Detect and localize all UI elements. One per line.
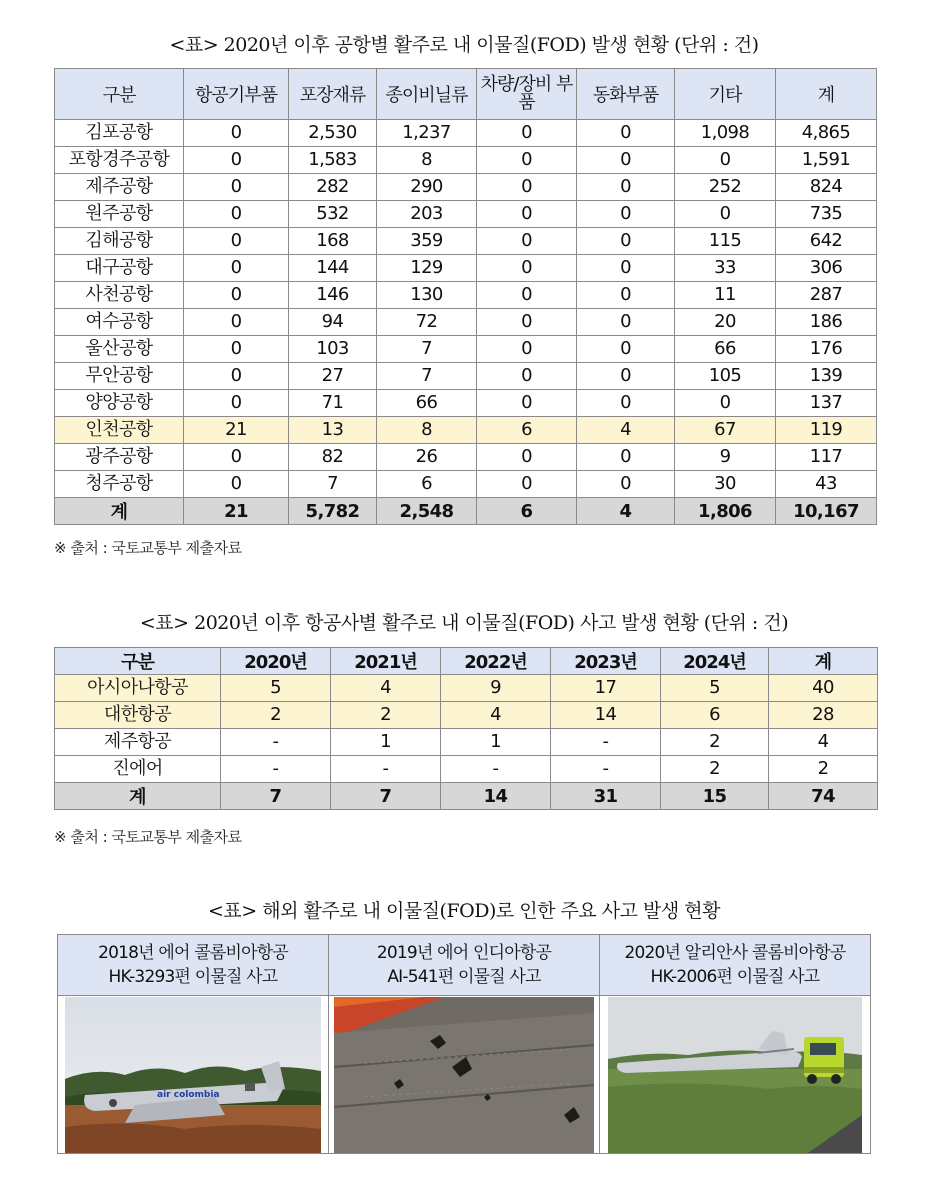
total-cell: 7 <box>221 783 331 810</box>
value-cell: 7 <box>289 471 377 498</box>
value-cell: 0 <box>184 336 289 363</box>
accident-cell-2019 <box>329 935 600 1153</box>
total-cell: 15 <box>661 783 769 810</box>
value-cell: 9 <box>441 675 551 702</box>
table-row <box>55 120 877 147</box>
airline-fod-table <box>54 647 878 810</box>
row-label-cell: 진에어 <box>55 756 221 783</box>
table-row <box>55 444 877 471</box>
value-cell: 40 <box>769 675 878 702</box>
value-cell: 26 <box>377 444 477 471</box>
value-cell: 0 <box>577 282 675 309</box>
plane-livery-text: air colombia <box>157 1089 220 1100</box>
row-label-cell: 포항경주공항 <box>55 147 184 174</box>
value-cell: - <box>221 756 331 783</box>
table-row <box>55 282 877 309</box>
value-cell: 1,583 <box>289 147 377 174</box>
value-cell: 0 <box>675 147 776 174</box>
accident-subtitle: AI-541편 이물질 사고 <box>387 967 541 987</box>
value-cell: 0 <box>577 309 675 336</box>
accident-title: 2020년 알리안사 콜롬비아항공 <box>624 943 846 963</box>
value-cell: 176 <box>776 336 877 363</box>
row-label-cell: 제주항공 <box>55 729 221 756</box>
value-cell: 144 <box>289 255 377 282</box>
value-cell: 306 <box>776 255 877 282</box>
value-cell: 5 <box>221 675 331 702</box>
table-header-row <box>55 648 878 675</box>
table-row <box>55 471 877 498</box>
value-cell: 119 <box>776 417 877 444</box>
value-cell: 359 <box>377 228 477 255</box>
runway-excursion-image <box>608 997 862 1153</box>
total-cell: 4 <box>577 498 675 525</box>
table2-caption: <표> 2020년 이후 항공사별 활주로 내 이물질(FOD) 사고 발생 현황 (단위 : 건) <box>139 612 789 634</box>
value-cell: 532 <box>289 201 377 228</box>
header-cell: 2024년 <box>661 648 769 675</box>
value-cell: 1,237 <box>377 120 477 147</box>
value-cell: 0 <box>184 120 289 147</box>
accident-subtitle: HK-3293편 이물질 사고 <box>108 967 278 987</box>
table-total-row <box>55 498 877 525</box>
table-row <box>55 201 877 228</box>
value-cell: 0 <box>577 363 675 390</box>
value-cell: 129 <box>377 255 477 282</box>
value-cell: 2 <box>661 756 769 783</box>
value-cell: 67 <box>675 417 776 444</box>
table-row <box>55 417 877 444</box>
value-cell: 7 <box>377 363 477 390</box>
value-cell: 72 <box>377 309 477 336</box>
table1-caption: <표> 2020년 이후 공항별 활주로 내 이물질(FOD) 발생 현황 (단위 : 건) <box>169 34 759 56</box>
value-cell: 0 <box>477 336 577 363</box>
header-cell: 구분 <box>55 69 184 120</box>
value-cell: 117 <box>776 444 877 471</box>
row-label-cell: 아시아나항공 <box>55 675 221 702</box>
header-cell: 2020년 <box>221 648 331 675</box>
value-cell: - <box>331 756 441 783</box>
value-cell: 203 <box>377 201 477 228</box>
row-label-cell: 김해공항 <box>55 228 184 255</box>
value-cell: 0 <box>184 444 289 471</box>
value-cell: 0 <box>184 390 289 417</box>
value-cell: 30 <box>675 471 776 498</box>
header-cell: 포장재류 <box>289 69 377 120</box>
value-cell: 642 <box>776 228 877 255</box>
value-cell: 1 <box>441 729 551 756</box>
table2-source: ※ 출처 : 국토교통부 제출자료 <box>54 828 242 846</box>
table1-source: ※ 출처 : 국토교통부 제출자료 <box>54 539 242 557</box>
row-label-cell: 인천공항 <box>55 417 184 444</box>
value-cell: 0 <box>577 471 675 498</box>
accident-cell-2018 <box>58 935 329 1153</box>
value-cell: 82 <box>289 444 377 471</box>
value-cell: 0 <box>675 201 776 228</box>
value-cell: 4 <box>769 729 878 756</box>
value-cell: 0 <box>577 255 675 282</box>
damaged-fuselage-photo <box>329 996 599 1153</box>
value-cell: 43 <box>776 471 877 498</box>
value-cell: 1 <box>331 729 441 756</box>
crashed-dc3-image <box>65 997 321 1153</box>
value-cell: 0 <box>477 363 577 390</box>
value-cell: 14 <box>551 702 661 729</box>
header-cell: 항공기부품 <box>184 69 289 120</box>
value-cell: 2,530 <box>289 120 377 147</box>
total-cell: 6 <box>477 498 577 525</box>
row-label-cell: 김포공항 <box>55 120 184 147</box>
header-cell: 계 <box>776 69 877 120</box>
total-cell: 74 <box>769 783 878 810</box>
row-label-cell: 원주공항 <box>55 201 184 228</box>
value-cell: 6 <box>377 471 477 498</box>
value-cell: 0 <box>184 228 289 255</box>
value-cell: 2 <box>661 729 769 756</box>
row-label-cell: 대구공항 <box>55 255 184 282</box>
value-cell: 0 <box>577 390 675 417</box>
value-cell: 0 <box>577 120 675 147</box>
value-cell: - <box>551 756 661 783</box>
value-cell: 13 <box>289 417 377 444</box>
value-cell: 0 <box>477 120 577 147</box>
value-cell: 6 <box>477 417 577 444</box>
value-cell: 186 <box>776 309 877 336</box>
value-cell: 4 <box>441 702 551 729</box>
value-cell: 0 <box>477 309 577 336</box>
value-cell: 0 <box>184 174 289 201</box>
total-cell: 계 <box>55 783 221 810</box>
value-cell: 130 <box>377 282 477 309</box>
value-cell: 735 <box>776 201 877 228</box>
value-cell: 4,865 <box>776 120 877 147</box>
value-cell: 290 <box>377 174 477 201</box>
value-cell: 21 <box>184 417 289 444</box>
table-total-row <box>55 783 878 810</box>
damaged-aircraft-skin-image <box>334 997 594 1153</box>
value-cell: 0 <box>184 309 289 336</box>
value-cell: - <box>441 756 551 783</box>
accident-header <box>329 935 599 996</box>
value-cell: 0 <box>184 147 289 174</box>
row-label-cell: 여수공항 <box>55 309 184 336</box>
total-cell: 1,806 <box>675 498 776 525</box>
value-cell: 0 <box>184 363 289 390</box>
value-cell: 2 <box>769 756 878 783</box>
header-cell: 구분 <box>55 648 221 675</box>
value-cell: 0 <box>577 147 675 174</box>
table-row <box>55 675 878 702</box>
row-label-cell: 양양공항 <box>55 390 184 417</box>
value-cell: 0 <box>477 174 577 201</box>
row-label-cell: 울산공항 <box>55 336 184 363</box>
total-cell: 21 <box>184 498 289 525</box>
value-cell: 0 <box>577 174 675 201</box>
value-cell: 0 <box>477 147 577 174</box>
overseas-accident-photos <box>57 934 871 1154</box>
value-cell: 0 <box>477 444 577 471</box>
header-cell: 기타 <box>675 69 776 120</box>
value-cell: 28 <box>769 702 878 729</box>
value-cell: 0 <box>477 201 577 228</box>
value-cell: - <box>221 729 331 756</box>
accident-header <box>58 935 328 996</box>
value-cell: 8 <box>377 417 477 444</box>
value-cell: 0 <box>577 444 675 471</box>
value-cell: 287 <box>776 282 877 309</box>
table-row <box>55 702 878 729</box>
value-cell: 0 <box>477 471 577 498</box>
value-cell: 33 <box>675 255 776 282</box>
header-cell: 동화부품 <box>577 69 675 120</box>
accident-title: 2018년 에어 콜롬비아항공 <box>98 943 288 963</box>
value-cell: 0 <box>577 336 675 363</box>
table-row <box>55 390 877 417</box>
value-cell: 0 <box>577 201 675 228</box>
table-row <box>55 174 877 201</box>
table-row <box>55 255 877 282</box>
value-cell: 7 <box>377 336 477 363</box>
table-row <box>55 756 878 783</box>
value-cell: 252 <box>675 174 776 201</box>
table-row <box>55 363 877 390</box>
row-label-cell: 무안공항 <box>55 363 184 390</box>
row-label-cell: 사천공항 <box>55 282 184 309</box>
value-cell: 0 <box>577 228 675 255</box>
value-cell: 17 <box>551 675 661 702</box>
total-cell: 10,167 <box>776 498 877 525</box>
value-cell: 168 <box>289 228 377 255</box>
value-cell: 2 <box>221 702 331 729</box>
value-cell: 0 <box>184 282 289 309</box>
value-cell: 0 <box>184 255 289 282</box>
table-row <box>55 309 877 336</box>
total-cell: 31 <box>551 783 661 810</box>
value-cell: - <box>551 729 661 756</box>
value-cell: 20 <box>675 309 776 336</box>
value-cell: 137 <box>776 390 877 417</box>
airport-fod-table <box>54 68 877 525</box>
total-cell: 7 <box>331 783 441 810</box>
value-cell: 5 <box>661 675 769 702</box>
value-cell: 94 <box>289 309 377 336</box>
value-cell: 103 <box>289 336 377 363</box>
value-cell: 8 <box>377 147 477 174</box>
table-row <box>55 336 877 363</box>
total-cell: 5,782 <box>289 498 377 525</box>
table-row <box>55 228 877 255</box>
value-cell: 6 <box>661 702 769 729</box>
value-cell: 4 <box>577 417 675 444</box>
accident-cell-2020 <box>600 935 870 1153</box>
header-cell: 2022년 <box>441 648 551 675</box>
header-cell: 종이비닐류 <box>377 69 477 120</box>
value-cell: 1,591 <box>776 147 877 174</box>
value-cell: 66 <box>377 390 477 417</box>
header-cell: 차량/장비 부품 <box>477 69 577 120</box>
header-cell: 2021년 <box>331 648 441 675</box>
row-label-cell: 청주공항 <box>55 471 184 498</box>
accident-title: 2019년 에어 인디아항공 <box>376 943 552 963</box>
value-cell: 71 <box>289 390 377 417</box>
value-cell: 0 <box>477 282 577 309</box>
table3-caption: <표> 해외 활주로 내 이물질(FOD)로 인한 주요 사고 발생 현황 <box>208 900 720 922</box>
value-cell: 27 <box>289 363 377 390</box>
row-label-cell: 제주공항 <box>55 174 184 201</box>
row-label-cell: 광주공항 <box>55 444 184 471</box>
value-cell: 9 <box>675 444 776 471</box>
value-cell: 0 <box>184 201 289 228</box>
value-cell: 146 <box>289 282 377 309</box>
crashed-plane-photo <box>58 996 328 1153</box>
value-cell: 0 <box>675 390 776 417</box>
total-cell: 2,548 <box>377 498 477 525</box>
value-cell: 139 <box>776 363 877 390</box>
header-cell: 계 <box>769 648 878 675</box>
total-cell: 14 <box>441 783 551 810</box>
value-cell: 0 <box>477 228 577 255</box>
table-header-row <box>55 69 877 120</box>
value-cell: 0 <box>477 255 577 282</box>
value-cell: 4 <box>331 675 441 702</box>
total-cell: 계 <box>55 498 184 525</box>
value-cell: 11 <box>675 282 776 309</box>
accident-header <box>600 935 870 996</box>
value-cell: 0 <box>184 471 289 498</box>
value-cell: 115 <box>675 228 776 255</box>
header-cell: 2023년 <box>551 648 661 675</box>
value-cell: 1,098 <box>675 120 776 147</box>
accident-subtitle: HK-2006편 이물질 사고 <box>650 967 820 987</box>
table-row <box>55 147 877 174</box>
value-cell: 2 <box>331 702 441 729</box>
table-row <box>55 729 878 756</box>
value-cell: 0 <box>477 390 577 417</box>
value-cell: 282 <box>289 174 377 201</box>
value-cell: 66 <box>675 336 776 363</box>
runway-excursion-photo <box>600 996 870 1153</box>
value-cell: 824 <box>776 174 877 201</box>
row-label-cell: 대한항공 <box>55 702 221 729</box>
value-cell: 105 <box>675 363 776 390</box>
